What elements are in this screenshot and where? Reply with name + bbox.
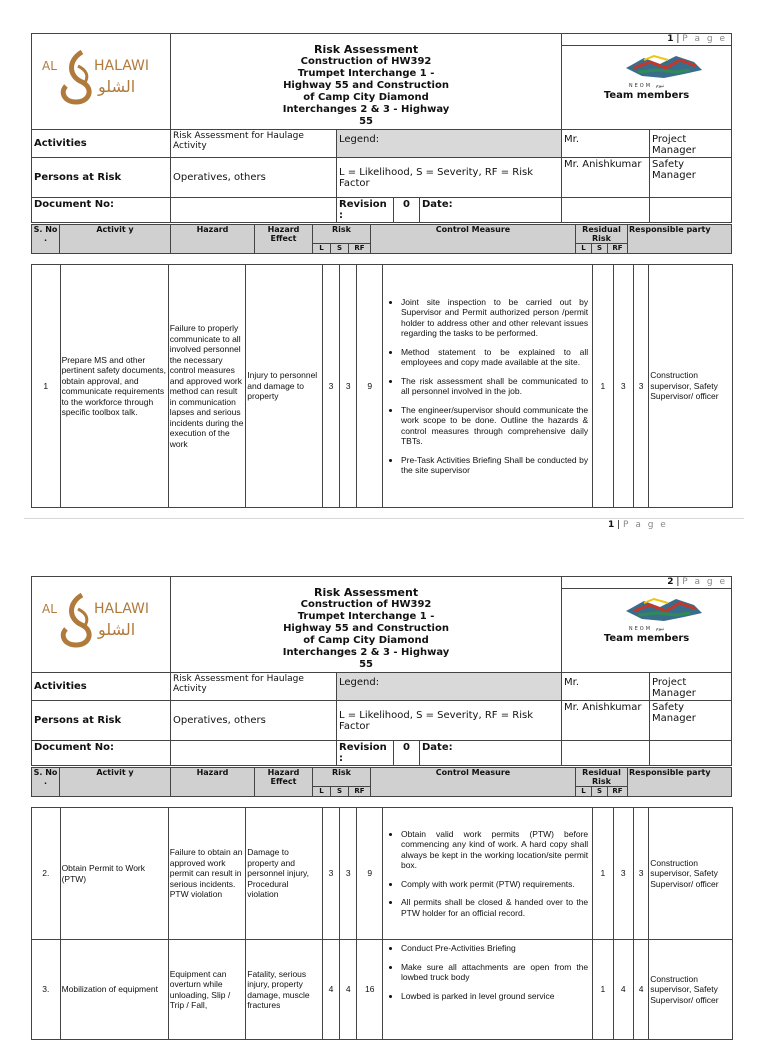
col-responsible: Responsible party	[628, 768, 732, 797]
date-blank-1	[562, 741, 650, 766]
row-controls	[382, 940, 592, 1040]
control-item: • Method statement to be explained to all employees and copy made available at the site.	[401, 347, 588, 368]
row-rs: 4	[613, 940, 633, 1040]
halawi-logo-mark	[38, 46, 168, 106]
col-control: Control Measure	[371, 768, 576, 797]
revision-value: 0	[394, 741, 420, 766]
row-effect: Injury to personnel and damage to property	[246, 265, 323, 508]
team-member-1-name: Mr.	[562, 130, 650, 158]
row-s: 3	[340, 808, 357, 940]
col-rf: RF	[349, 787, 371, 797]
col-residual: Residual Risk	[576, 225, 628, 244]
control-item: • Lowbed is parked in level ground service	[401, 991, 588, 1002]
legend-text: L = Likelihood, S = Severity, RF = Risk Factor	[337, 701, 562, 741]
col-s: S	[331, 787, 349, 797]
row-rs: 3	[613, 265, 633, 508]
page-2-column-header	[31, 767, 732, 797]
persons-at-risk-label: Persons at Risk	[32, 158, 171, 198]
document-no-label: Document No:	[32, 741, 171, 766]
team-member-1-role: Project Manager	[650, 130, 732, 158]
row-rl: 1	[593, 808, 613, 940]
row-sno: 3.	[32, 940, 61, 1040]
document-no-value	[171, 741, 337, 766]
page-1-column-header	[31, 224, 732, 254]
row-responsible: Construction supervisor, Safety Supervisor/ officer	[649, 265, 733, 508]
persons-at-risk-value: Operatives, others	[171, 158, 337, 198]
row-s: 4	[340, 940, 357, 1040]
row-rf: 9	[357, 808, 383, 940]
control-item: • The engineer/supervisor should communicate the work scope to be done. Outline the hazards & control measures through comprehensive daily TBTs.	[401, 405, 588, 447]
date-blank-1	[562, 198, 650, 223]
control-item: • The risk assessment shall be communicated to all personnel involved in the job.	[401, 376, 588, 397]
row-l: 3	[322, 265, 339, 508]
document-no-label: Document No:	[32, 198, 171, 223]
row-rs: 3	[613, 808, 633, 940]
row-hazard: Equipment can overturn while unloading, Slip / Trip / Fall,	[168, 940, 246, 1040]
document-title: Risk Assessment Construction of HW392 Trumpet Interchange 1 - Highway 55 and Construction of Camp City Diamond Interchanges 2 & 3 - Highway 55	[171, 34, 562, 130]
control-item: • Conduct Pre-Activities Briefing	[401, 943, 588, 954]
page-1-risk-table	[31, 264, 733, 508]
control-item: • Pre-Task Activities Briefing Shall be conducted by the site supervisor	[401, 455, 588, 476]
team-members-label: Team members	[603, 633, 690, 645]
activities-label: Activities	[32, 130, 171, 158]
activities-value: Risk Assessment for Haulage Activity	[171, 130, 337, 158]
row-hazard: Failure to properly communicate to all involved personnel the necessary control measures and approved work method can result in communication lapses and serious incidents during the execution of the work	[168, 265, 246, 508]
team-members-label: Team members	[603, 90, 690, 102]
table-row	[32, 808, 733, 940]
col-rrf: RF	[608, 787, 628, 797]
team-member-2-role: Safety Manager	[650, 158, 732, 198]
col-responsible: Responsible party	[628, 225, 732, 254]
logo-name-ar: الشلو	[98, 620, 136, 639]
row-effect: Fatality, serious injury, property damage, muscle fractures	[246, 940, 323, 1040]
row-sno: 2.	[32, 808, 61, 940]
col-sno: S. No .	[32, 768, 60, 797]
col-hazard: Hazard	[171, 768, 255, 797]
activities-value: Risk Assessment for Haulage Activity	[171, 673, 337, 701]
col-rf: RF	[349, 244, 371, 254]
persons-at-risk-label: Persons at Risk	[32, 701, 171, 741]
col-control: Control Measure	[371, 225, 576, 254]
page-footer: 1 | P a g e	[608, 520, 668, 530]
control-item: • Joint site inspection to be carried out by Supervisor and Permit authorized person /permit holder to address other and other relevant issues regarding the tasks to be performed.	[401, 297, 588, 339]
col-rs: S	[592, 787, 608, 797]
team-member-2-role: Safety Manager	[650, 701, 732, 741]
date-blank-2	[650, 741, 732, 766]
page-number-box: 1 | P a g e	[562, 34, 732, 46]
col-sno: S. No .	[32, 225, 60, 254]
col-residual: Residual Risk	[576, 768, 628, 787]
neom-logo-mark	[624, 595, 704, 625]
date-label: Date:	[420, 741, 562, 766]
revision-label: Revision :	[337, 198, 394, 223]
page-number-box: 2 | P a g e	[562, 577, 732, 589]
legend-label: Legend:	[337, 130, 562, 158]
col-s: S	[331, 244, 349, 254]
col-hazard-effect: Hazard Effect	[255, 768, 313, 797]
row-activity: Obtain Permit to Work (PTW)	[60, 808, 168, 940]
col-l: L	[313, 244, 331, 254]
col-hazard: Hazard	[171, 225, 255, 254]
team-member-1-role: Project Manager	[650, 673, 732, 701]
col-hazard-effect: Hazard Effect	[255, 225, 313, 254]
date-blank-2	[650, 198, 732, 223]
col-activity: Activit y	[60, 225, 171, 254]
revision-value: 0	[394, 198, 420, 223]
row-s: 3	[340, 265, 357, 508]
col-rl: L	[576, 244, 592, 254]
legend-text: L = Likelihood, S = Severity, RF = Risk Factor	[337, 158, 562, 198]
col-rrf: RF	[608, 244, 628, 254]
team-member-2-name: Mr. Anishkumar	[562, 158, 650, 198]
col-rl: L	[576, 787, 592, 797]
row-rl: 1	[593, 265, 613, 508]
halawi-logo-mark	[38, 589, 168, 649]
page-2-risk-table	[31, 807, 733, 1040]
activities-label: Activities	[32, 673, 171, 701]
row-effect: Damage to property and personnel injury, Procedural violation	[246, 808, 323, 940]
col-activity: Activit y	[60, 768, 171, 797]
col-risk: Risk	[313, 768, 371, 787]
logo-al-text: AL	[42, 59, 57, 73]
team-member-2-name: Mr. Anishkumar	[562, 701, 650, 741]
row-rrf: 3	[633, 808, 648, 940]
row-controls	[382, 265, 592, 508]
row-activity: Prepare MS and other pertinent safety documents, obtain approval, and communicate requirements to the workforce through specific toolbox talk.	[60, 265, 168, 508]
col-rs: S	[592, 244, 608, 254]
row-l: 3	[322, 808, 339, 940]
legend-label: Legend:	[337, 673, 562, 701]
logo-name-en: HALAWI	[94, 601, 150, 617]
row-activity: Mobilization of equipment	[60, 940, 168, 1040]
team-member-1-name: Mr.	[562, 673, 650, 701]
row-l: 4	[322, 940, 339, 1040]
table-row	[32, 940, 733, 1040]
row-rrf: 3	[633, 265, 648, 508]
col-l: L	[313, 787, 331, 797]
control-item: • Comply with work permit (PTW) requirements.	[401, 879, 588, 890]
document-no-value	[171, 198, 337, 223]
document-title: Risk Assessment Construction of HW392 Trumpet Interchange 1 - Highway 55 and Construction of Camp City Diamond Interchanges 2 & 3 - Highway 55	[171, 577, 562, 673]
logo-name-en: HALAWI	[94, 58, 150, 74]
company-logo	[32, 34, 171, 130]
row-rrf: 4	[633, 940, 648, 1040]
row-rl: 1	[593, 940, 613, 1040]
page-1-header	[31, 33, 732, 223]
col-risk: Risk	[313, 225, 371, 244]
control-item: • All permits shall be closed & handed over to the PTW holder for an official record.	[401, 897, 588, 918]
date-label: Date:	[420, 198, 562, 223]
logo-al-text: AL	[42, 602, 57, 616]
neom-logo-text: NEOM نيوم	[628, 626, 665, 633]
row-responsible: Construction supervisor, Safety Supervisor/ officer	[649, 940, 733, 1040]
client-logo-area	[562, 46, 732, 130]
row-rf: 16	[357, 940, 383, 1040]
control-item: • Obtain valid work permits (PTW) before commencing any kind of work. A hard copy shall always be kept in the working location/site permit box.	[401, 829, 588, 871]
page-separator	[24, 518, 744, 519]
logo-name-ar: الشلو	[98, 77, 136, 96]
row-controls	[382, 808, 592, 940]
neom-logo-mark	[624, 52, 704, 82]
revision-label: Revision :	[337, 741, 394, 766]
row-responsible: Construction supervisor, Safety Supervisor/ officer	[649, 808, 733, 940]
row-sno: 1	[32, 265, 61, 508]
persons-at-risk-value: Operatives, others	[171, 701, 337, 741]
client-logo-area	[562, 589, 732, 673]
control-item: • Make sure all attachments are open from the lowbed truck body	[401, 962, 588, 983]
row-rf: 9	[357, 265, 383, 508]
page-2-header	[31, 576, 732, 766]
company-logo	[32, 577, 171, 673]
neom-logo-text: NEOM نيوم	[628, 83, 665, 90]
table-row	[32, 265, 733, 508]
row-hazard: Failure to obtain an approved work permit can result in serious incidents. PTW violation	[168, 808, 246, 940]
